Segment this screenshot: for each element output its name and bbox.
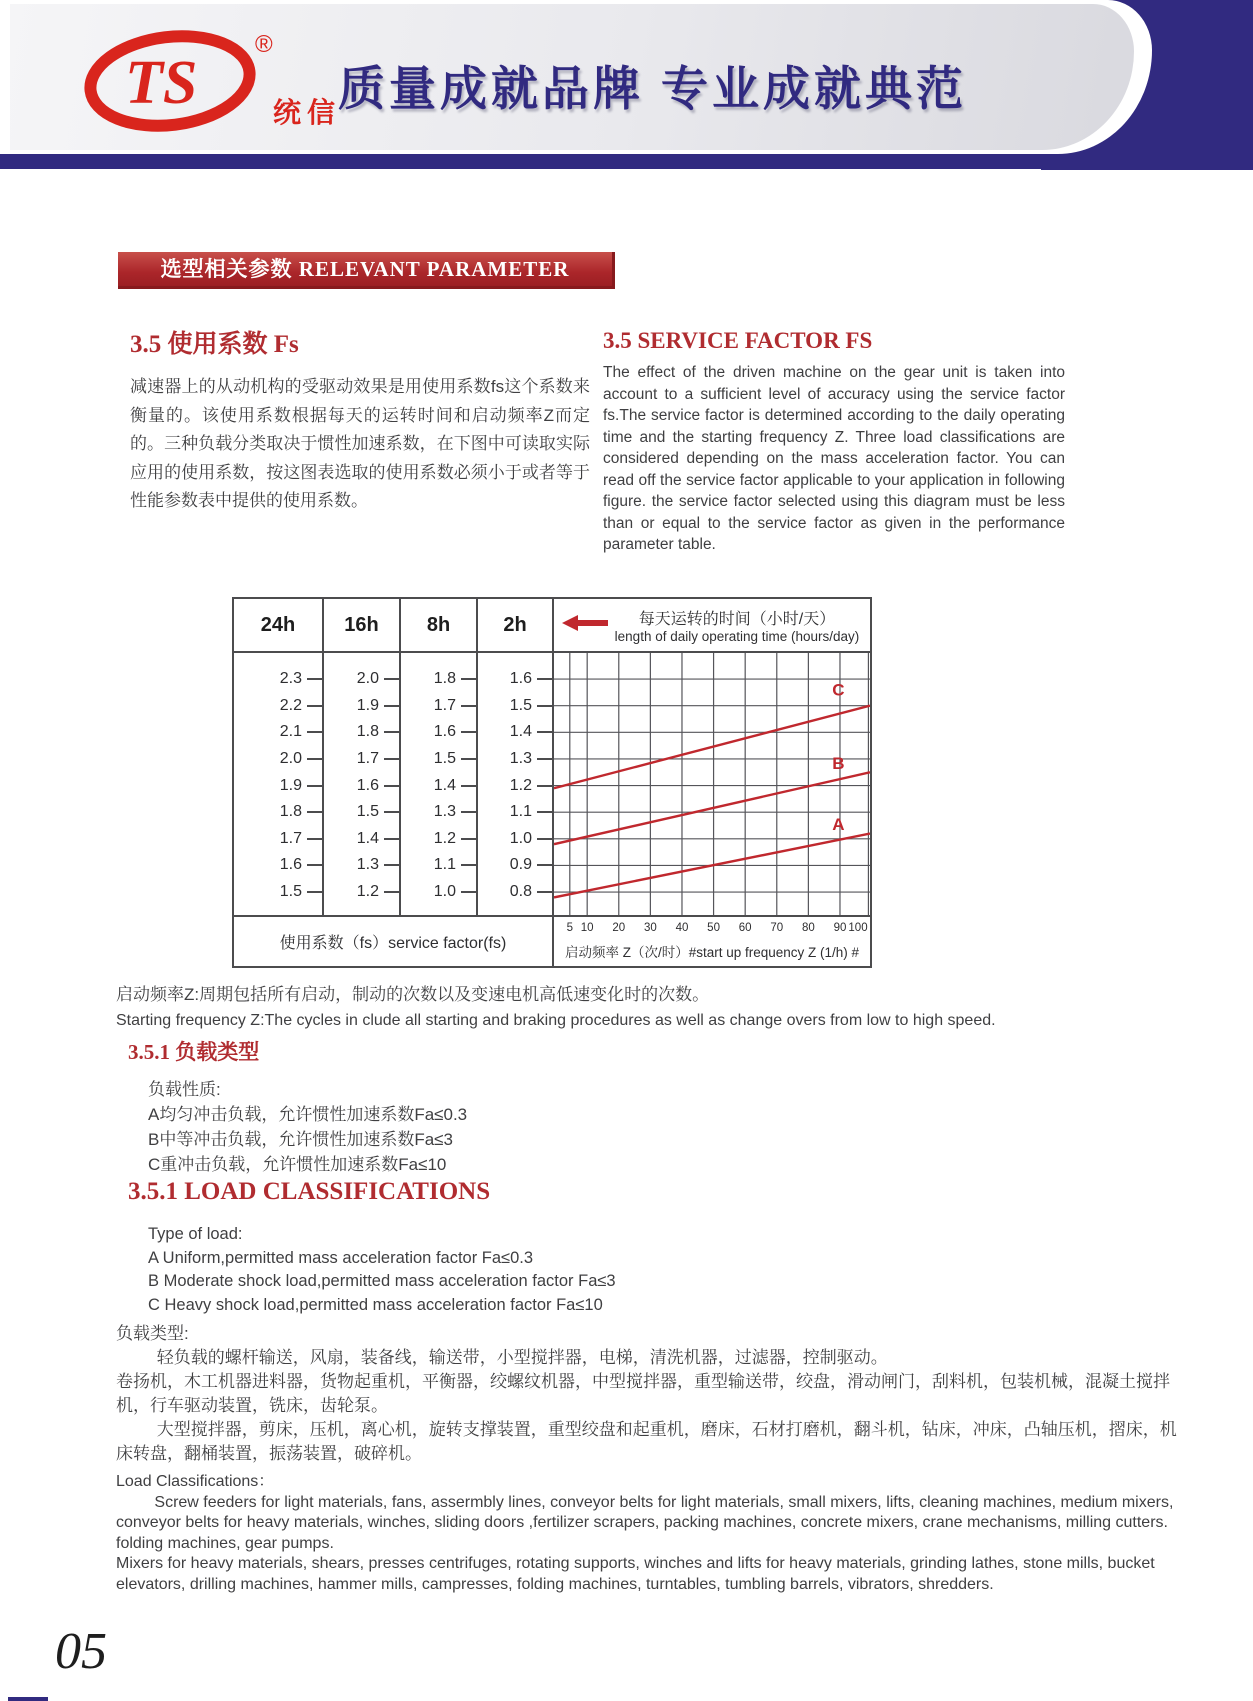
time-title-en: length of daily operating time (hours/day): [614, 629, 860, 644]
service-factor-section-cn: [130, 324, 590, 516]
col-header-24h: 24h: [234, 599, 324, 653]
service-factor-section-en: [603, 328, 1065, 556]
list-line: C重冲击负载，允许惯性加速系数Fa≤10: [148, 1155, 447, 1174]
x-tick-label: 80: [801, 922, 815, 934]
scale-value-row: 1.6: [510, 670, 552, 688]
scale-value-row: 1.1: [434, 856, 476, 874]
scale-value-row: 1.1: [510, 803, 552, 821]
scale-value-row: 0.8: [510, 883, 552, 901]
list-line: 大型搅拌器，剪床，压机，离心机，旋转支撑装置，重型绞盘和起重机，磨床，石材打磨机，翻斗机，钻床，冲床，凸轴压机，摺床，机床转盘，翻桶装置，振荡装置，破碎机。: [116, 1420, 1177, 1463]
time-title-cn: 每天运转的时间（小时/天）: [638, 611, 836, 628]
list-line: 负载性质:: [148, 1080, 221, 1099]
left-arrow-icon: [562, 615, 608, 636]
header-navy-strip: [0, 154, 1253, 169]
scale-value-row: 1.2: [510, 777, 552, 795]
scale-value-row: 1.8: [434, 670, 476, 688]
page-header: [0, 0, 1253, 172]
scale-value-row: 2.2: [280, 697, 322, 715]
scale-value-row: 1.0: [510, 830, 552, 848]
x-tick-label: 30: [643, 922, 657, 934]
plot-area: [554, 653, 870, 915]
section-heading-en: 3.5 SERVICE FACTOR FS: [603, 328, 873, 353]
list-line: Type of load:: [148, 1225, 243, 1243]
scale-col-2h: [478, 653, 554, 915]
series-label-A: A: [832, 815, 845, 835]
x-tick-label: 40: [675, 922, 689, 934]
section-heading-cn: 3.5 使用系数 Fs: [130, 331, 299, 358]
load-class-section-en: [128, 1178, 616, 1317]
scale-value-row: 1.3: [510, 750, 552, 768]
scale-value-row: 1.4: [434, 777, 476, 795]
scale-value-row: 1.3: [357, 856, 399, 874]
scale-value-row: 1.3: [434, 803, 476, 821]
scale-value-row: 0.9: [510, 856, 552, 874]
scale-value-row: 1.5: [510, 697, 552, 715]
x-tick-label: 20: [612, 922, 626, 934]
series-label-B: B: [832, 753, 845, 773]
col-header-16h: 16h: [324, 599, 401, 653]
section-body-cn: 减速器上的从动机构的受驱动效果是用使用系数fs这个系数来衡量的。该使用系数根据每天的运转时间和启动频率Z而定的。三种负载分类取决于惯性加速系数，在下图中可读取实际应用的使用系数，按这图表选取的使用系数必须小于或者等于性能参数表中提供的使用系数。: [130, 377, 590, 510]
x-axis-cell: [554, 915, 870, 966]
series-line-C: [554, 706, 870, 789]
service-factor-label: 使用系数（fs）service factor(fs): [234, 915, 554, 966]
scale-col-24h: [234, 653, 324, 915]
list-line: A Uniform,permitted mass acceleration factor Fa≤0.3: [148, 1248, 534, 1267]
x-tick-label: 50: [707, 922, 720, 934]
starting-frequency-notes: [116, 980, 1178, 1030]
page-number: 05: [55, 1623, 107, 1680]
list-line: B中等冲击负载，允许惯性加速系数Fa≤3: [148, 1130, 453, 1149]
col-header-2h: 2h: [478, 599, 554, 653]
header-slogan: 质量成就品牌 专业成就典范: [338, 62, 968, 115]
col-header-8h: 8h: [401, 599, 478, 653]
load-type-section-cn: [128, 1036, 467, 1177]
list-line: 卷扬机，木工机器进料器，货物起重机，平衡器，绞螺纹机器，中型搅拌器，重型输送带，绞盘，滑动闸门，刮料机，包装机械，混凝土搅拌机，行车驱动装置，铣床，齿轮泵。: [116, 1372, 1170, 1415]
scale-value-row: 1.2: [357, 883, 399, 901]
bottom-edge-mark: [8, 1697, 48, 1701]
section-banner: 选型相关参数 RELEVANT PARAMETER: [118, 252, 615, 289]
load-examples-cn: [116, 1322, 1178, 1466]
registered-mark-icon: ®: [255, 31, 273, 58]
scale-value-row: 1.7: [357, 750, 399, 768]
scale-value-row: 1.6: [434, 723, 476, 741]
scale-value-row: 1.9: [280, 777, 322, 795]
series-line-B: [554, 772, 870, 844]
scale-value-row: 1.7: [280, 830, 322, 848]
x-tick-label: 60: [738, 922, 752, 934]
load-class-lines-en: [148, 1223, 616, 1317]
load-type-lines-cn: [148, 1077, 467, 1177]
scale-value-row: 1.7: [434, 697, 476, 715]
scale-value-row: 1.0: [434, 883, 476, 901]
scale-value-row: 2.1: [280, 723, 322, 741]
list-line: B Moderate shock load,permitted mass acceleration factor Fa≤3: [148, 1272, 616, 1290]
scale-value-row: 2.0: [357, 670, 399, 688]
scale-value-row: 1.5: [434, 750, 476, 768]
x-tick-label: 90: [833, 922, 847, 934]
scale-value-row: 1.4: [357, 830, 399, 848]
list-line: A均匀冲击负载，允许惯性加速系数Fa≤0.3: [148, 1105, 468, 1124]
scale-value-row: 1.5: [280, 883, 322, 901]
section-body-en: The effect of the driven machine on the gear unit is taken into account to a sufficient level of accuracy using the service factor fs.The service factor is determined according to the daily operating time and the starting frequency Z. Three load classifications are considered depending on the mass acceleration factor. You can read off the service factor applicable to your application in following figure. the service factor selected using this diagram must be less than or equal to the service factor as given in the performance parameter table.: [603, 364, 1065, 553]
list-line: 轻负载的螺杆输送，风扇，装备线，输送带，小型搅拌器，电梯，清洗机器，过滤器，控制驱动。: [156, 1348, 888, 1367]
scale-value-row: 1.2: [434, 830, 476, 848]
x-tick-label: 5: [566, 922, 573, 934]
note-en: Starting frequency Z:The cycles in clude all starting and braking procedures as well as change overs from low to high speed.: [116, 1012, 996, 1029]
scale-value-row: 2.0: [280, 750, 322, 768]
scale-value-row: 1.6: [280, 856, 322, 874]
list-line: C Heavy shock load,permitted mass acceleration factor Fa≤10: [148, 1295, 603, 1314]
x-tick-label: 70: [770, 922, 784, 934]
scale-value-row: 2.3: [280, 670, 322, 688]
logo-brand-cn: 统信: [273, 97, 342, 128]
load-examples-en: [116, 1472, 1188, 1595]
load-class-heading-en: 3.5.1 LOAD CLASSIFICATIONS: [128, 1178, 491, 1205]
series-label-C: C: [832, 680, 845, 700]
x-tick-label: 100: [848, 922, 868, 934]
scale-value-row: 1.5: [357, 803, 399, 821]
note-cn: 启动频率Z:周期包括所有启动，制动的次数以及变速电机高低速变化时的次数。: [116, 985, 710, 1004]
scale-col-16h: [324, 653, 401, 915]
list-line: 负载类型:: [116, 1324, 189, 1343]
scale-col-8h: [401, 653, 478, 915]
ts-logo: [75, 26, 355, 141]
scale-value-row: 1.9: [357, 697, 399, 715]
list-line: Mixers for heavy materials, shears, presses centrifuges, rotating supports, winches and lifts for heavy materials, grinding lathes, stone mills, bucket elevators, drilling machines, hammer mills, campresses, folding machines, turntables, tumbling barrels, vibrators, shredders.: [116, 1555, 1155, 1593]
x-axis-label: 启动频率 Z（次/时）#start up frequency Z (1/h) #: [564, 945, 860, 960]
scale-value-row: 1.6: [357, 777, 399, 795]
time-header-cell: [554, 599, 870, 653]
service-factor-chart: [232, 597, 872, 968]
scale-value-row: 1.4: [510, 723, 552, 741]
scale-value-row: 1.8: [357, 723, 399, 741]
logo-ts-text: TS: [125, 49, 198, 117]
x-tick-label: 10: [580, 922, 594, 934]
scale-value-row: 1.8: [280, 803, 322, 821]
list-line: Load Classifications：: [116, 1473, 275, 1490]
list-line: Screw feeders for light materials, fans, assermbly lines, conveyor belts for light materials, small mixers, lifts, cleaning machines, medium mixers, conveyor belts for heavy materials, winches, sliding doors ,fertilizer scrapers, packing machines, concrete mixers, crane mechanisms, milling cutters. folding machines, gear pumps.: [116, 1493, 1174, 1552]
load-type-heading-cn: 3.5.1 负载类型: [128, 1040, 260, 1064]
